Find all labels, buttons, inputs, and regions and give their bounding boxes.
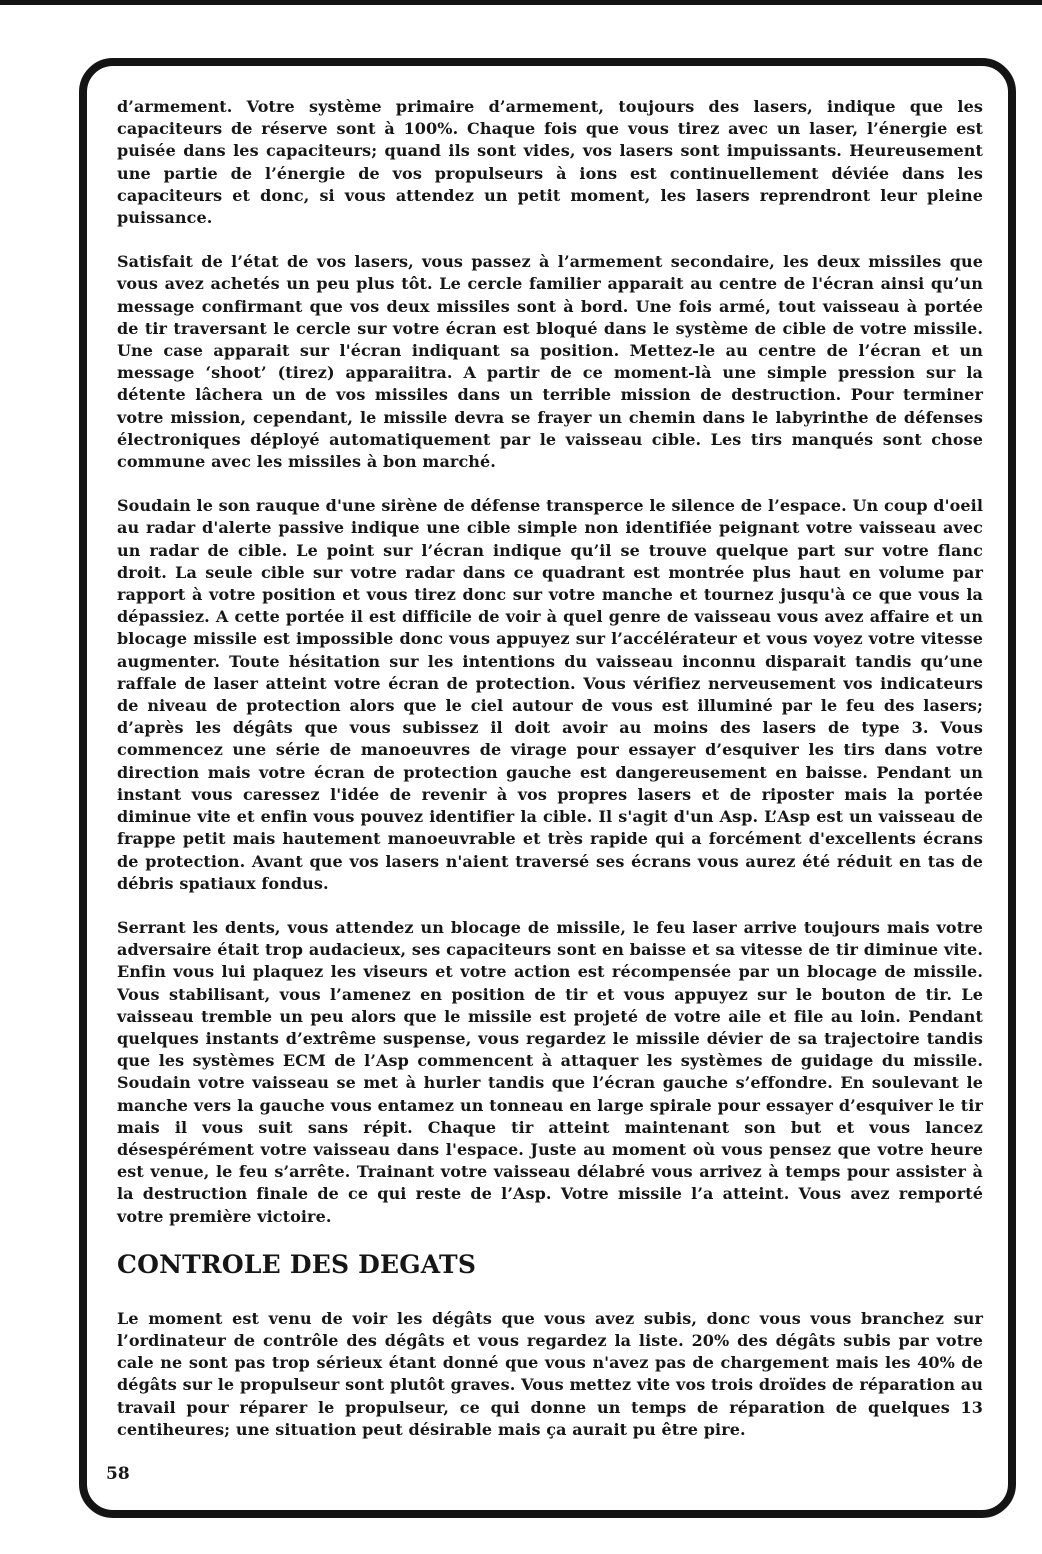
page-content xyxy=(117,96,983,1463)
body-paragraph: Satisfait de l’état de vos lasers, vous passez à l’armement secondaire, les deux missiles que vous avez achetés un peu plus tôt. Le cercle familier apparait au centre de l'écran ainsi qu’un message confirmant que vos deux missiles sont à bord. Une fois armé, tout vaisseau à portée de tir traversant le cercle sur votre écran est bloqué dans le système de cible de votre missile. Une case apparait sur l'écran indiquant sa position. Mettez-le au centre de l’écran et un message ‘shoot’ (tirez) apparaiitra. A partir de ce moment-là une simple pression sur la détente lâchera un de vos missiles dans un terrible mission de destruction. Pour terminer votre mission, cependant, le missile devra se frayer un chemin dans le labyrinthe de défenses électroniques déployé automatiquement par le vaisseau cible. Les tirs manqués sont chose commune avec les missiles à bon marché. xyxy=(117,252,983,472)
page-number: 58 xyxy=(106,1464,130,1484)
body-paragraph: Soudain le son rauque d'une sirène de défense transperce le silence de l’espace. Un coup d'oeil au radar d'alerte passive indique une cible simple non identifiée peignant votre vaisseau avec un radar de cible. Le point sur l’écran indique qu’il se trouve quelque part sur votre flanc droit. La seule cible sur votre radar dans ce quadrant est montrée plus haut en volume par rapport à votre position et vous tirez donc sur votre manche et tournez jusqu'à ce que vous la dépassiez. A cette portée il est difficile de voir à quel genre de vaisseau vous avez affaire et un blocage missile est impossible donc vous appuyez sur l’accélérateur et vous voyez votre vitesse augmenter. Toute hésitation sur les intentions du vaisseau inconnu disparait tandis qu’une raffale de laser atteint votre écran de protection. Vous vérifiez nerveusement vos indicateurs de niveau de protection alors que le ciel autour de vous est illuminé par le feu des lasers; d’après les dégâts que vous subissez il doit avoir au moins des lasers de type 3. Vous commencez une série de manoeuvres de virage pour essayer d’esquiver les tirs dans votre direction mais votre écran de protection gauche est dangereusement en baisse. Pendant un instant vous caressez l'idée de revenir à vos propres lasers et de riposter mais la portée diminue vite et enfin vous pouvez identifier la cible. Il s'agit d'un Asp. L’Asp est un vaisseau de frappe petit mais hautement manoeuvrable et très rapide qui a forcément d'excellents écrans de protection. Avant que vos lasers n'aient traversé ses écrans vous aurez été réduit en tas de débris spatiaux fondus. xyxy=(117,496,983,893)
body-paragraph: d’armement. Votre système primaire d’armement, toujours des lasers, indique que les capaciteurs de réserve sont à 100%. Chaque fois que vous tirez avec un laser, l’énergie est puisée dans les capaciteurs; quand ils sont vides, vos lasers sont impuissants. Heureusement une partie de l’énergie de vos propulseurs à ions est continuellement déviée dans les capaciteurs et donc, si vous attendez un petit moment, les lasers reprendront leur pleine puissance. xyxy=(117,97,983,228)
top-rule xyxy=(0,0,1042,5)
section-heading: CONTROLE DES DEGATS xyxy=(117,1249,477,1279)
body-paragraph: Serrant les dents, vous attendez un blocage de missile, le feu laser arrive toujours mais votre adversaire était trop audacieux, ses capaciteurs sont en baisse et sa vitesse de tir diminue vite. Enfin vous lui plaquez les viseurs et votre action est récompensée par un blocage de missile. Vous stabilisant, vous l’amenez en position de tir et vous appuyez sur le bouton de tir. Le vaisseau tremble un peu alors que le missile est projeté de votre aile et file au loin. Pendant quelques instants d’extrême suspense, vous regardez le missile dévier de sa trajectoire tandis que les systèmes ECM de l’Asp commencent à attaquer les systèmes de guidage du missile. Soudain votre vaisseau se met à hurler tandis que l’écran gauche s’effondre. En soulevant le manche vers la gauche vous entamez un tonneau en large spirale pour essayer d’esquiver le tir mais il vous suit sans répit. Chaque tir atteint maintenant son but et vous lancez désespérément votre vaisseau dans l'espace. Juste au moment où vous pensez que votre heure est venue, le feu s’arrête. Trainant votre vaisseau délabré vous arrivez à temps pour assister à la destruction finale de ce qui reste de l’Asp. Votre missile l’a atteint. Vous avez remporté votre première victoire. xyxy=(117,917,983,1226)
section-paragraph: Le moment est venu de voir les dégâts que vous avez subis, donc vous vous branchez sur l’ordinateur de contrôle des dégâts et vous regardez la liste. 20% des dégâts subis par votre cale ne sont pas trop sérieux étant donné que vous n'avez pas de chargement mais les 40% de dégâts sur le propulseur sont plutôt graves. Vous mettez vite vos trois droïdes de réparation au travail pour réparer le propulseur, ce qui donne un temps de réparation de quelques 13 centiheures; une situation peut désirable mais ça aurait pu être pire. xyxy=(117,1308,983,1439)
